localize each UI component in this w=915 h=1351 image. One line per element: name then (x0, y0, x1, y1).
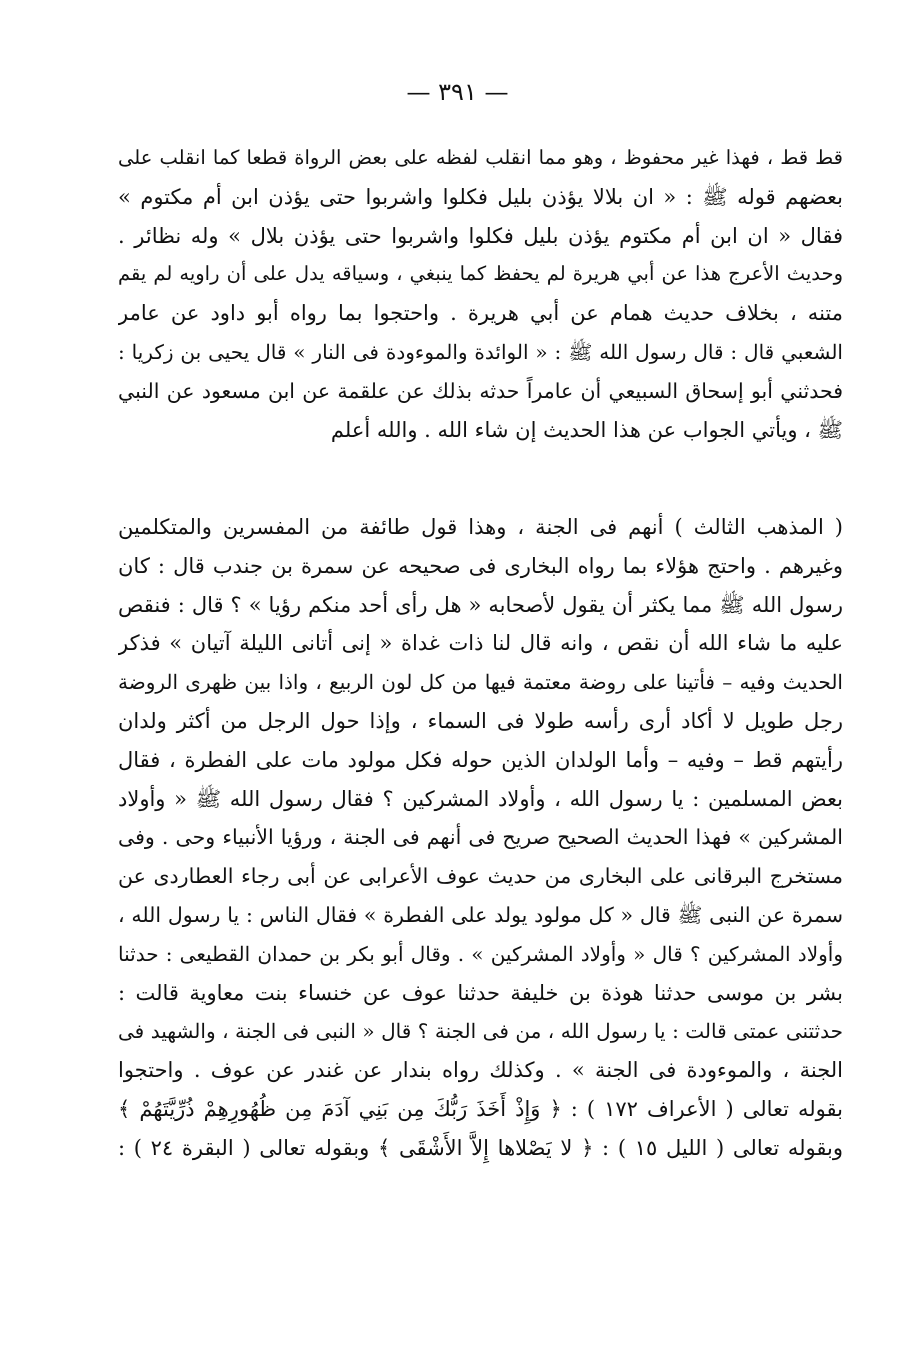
text-line: وأولاد المشركين ؟ قال « وأولاد المشركين » . وقال أبو بكر بن حمدان القطيعى : حدثنا (118, 941, 843, 966)
text-line: رسول الله ﷺ مما يكثر أن يقول لأصحابه « هل رأى أحد منكم رؤيا » ؟ قال : فنقص (118, 592, 843, 617)
text-line: حدثتنى عمتى قالت : يا رسول الله ، من فى الجنة ؟ قال « النبى فى الجنة ، والشهيد فى (118, 1019, 843, 1044)
text-line: رجل طويل لا أكاد أرى رأسه طولا فى السماء ، وإذا حول الرجل من أكثر ولدان (118, 708, 843, 733)
paragraph-2 (118, 508, 843, 1168)
text-line: وغيرهم . واحتج هؤلاء بما رواه البخارى فى صحيحه عن سمرة بن جندب قال : كان (118, 553, 843, 578)
text-line: ﷺ ، ويأتي الجواب عن هذا الحديث إن شاء الله . والله أعلم (330, 417, 843, 442)
text-line: مستخرج البرقانى على البخارى من حديث عوف الأعرابى عن أبى رجاء العطاردى عن (118, 864, 843, 889)
text-line: الحديث وفيه – فأتينا على روضة معتمة فيها من كل لون الربيع ، واذا بين ظهرى الروضة (118, 670, 843, 695)
text-line: المشركين » فهذا الحديث الصحيح صريح فى أنهم فى الجنة ، ورؤيا الأنبياء وحى . وفى (118, 825, 843, 850)
text-line: عليه ما شاء الله أن نقص ، وانه قال لنا ذات غداة « إنى أتانى الليلة آتيان » فذكر (118, 631, 843, 656)
text-line: سمرة عن النبى ﷺ قال « كل مولود يولد على الفطرة » فقال الناس : يا رسول الله ، (118, 902, 843, 927)
text-line: وبقوله تعالى ( الليل ١٥ ) : ﴿ لا يَصْلاها إِلاَّ الأَشْقَى ﴾ وبقوله تعالى ( البقرة ٢٤ ) : (118, 1135, 843, 1160)
text-line: ( المذهب الثالث ) أنهم فى الجنة ، وهذا قول طائفة من المفسرين والمتكلمين (118, 515, 843, 539)
paragraph-1 (118, 139, 843, 449)
text-line: قط قط ، فهذا غير محفوظ ، وهو مما انقلب لفظه على بعض الرواة قطعا كما انقلب على (118, 146, 843, 169)
text-line: فحدثني أبو إسحاق السبيعي أن عامراً حدثه بذلك عن علقمة عن ابن مسعود عن النبي (118, 378, 843, 403)
text-line: بقوله تعالى ( الأعراف ١٧٢ ) : ﴿ وَإِذْ أَخَذَ رَبُّكَ مِن بَنِي آدَمَ مِن ظُهُورِهِمْ ذُرِّيَّتَهُمْ ﴾ (118, 1096, 843, 1121)
text-line: بشر بن موسى حدثنا هوذة بن خليفة حدثنا عوف عن خنساء بنت معاوية قالت : (118, 980, 843, 1005)
text-line: الشعبي قال : قال رسول الله ﷺ : « الوائدة والموءودة فى النار » قال يحيى بن زكريا : (118, 339, 843, 364)
text-line: متنه ، بخلاف حديث همام عن أبي هريرة . واحتجوا بما رواه أبو داود عن عامر (118, 301, 843, 326)
text-line: رأيتهم قط – وفيه – وأما الولدان الذين حوله فكل مولود مات على الفطرة ، فقال (118, 747, 843, 772)
text-line: بعض المسلمين : يا رسول الله ، وأولاد المشركين ؟ فقال رسول الله ﷺ « وأولاد (118, 786, 843, 811)
text-line: الجنة ، والموءودة فى الجنة » . وكذلك رواه بندار عن غندر عن عوف . واحتجوا (118, 1058, 843, 1083)
text-line: بعضهم قوله ﷺ : « ان بلالا يؤذن بليل فكلوا واشربوا حتى يؤذن ابن أم مكتوم » (118, 184, 843, 209)
text-line: وحديث الأعرج هذا عن أبي هريرة لم يحفظ كما ينبغي ، وسياقه يدل على أن راويه لم يقم (118, 262, 843, 286)
text-line: فقال « ان ابن أم مكتوم يؤذن بليل فكلوا واشربوا حتى يؤذن بلال » وله نظائر . (118, 223, 843, 248)
page-number: — ٣٩١ — (406, 78, 509, 106)
